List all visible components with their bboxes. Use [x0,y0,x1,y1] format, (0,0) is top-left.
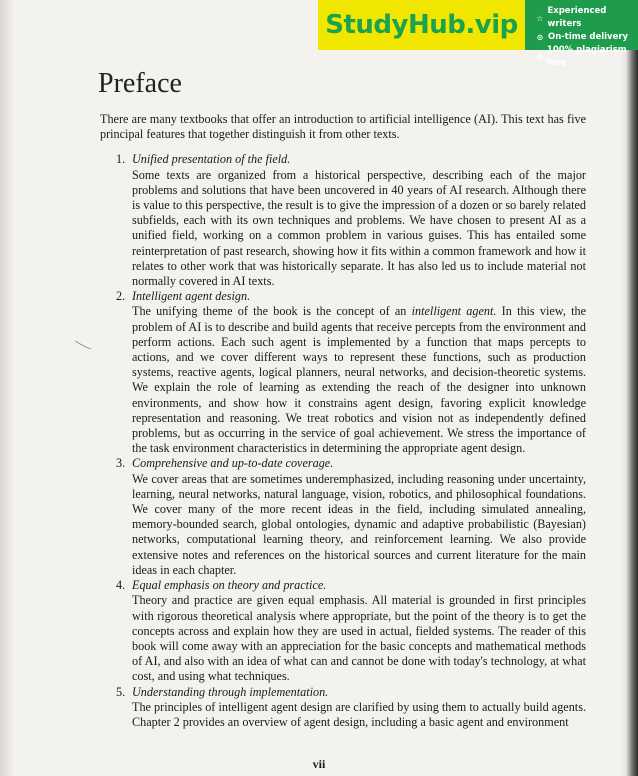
studyhub-logo[interactable]: StudyHub.vip [318,0,525,50]
feature-item [100,578,586,684]
feature-body: We cover areas that are sometimes underemphasized, including reasoning under uncertainty, learning, neural networks, natural language, vision, robotics, and philosophical foundations. We cover many of the more recent ideas in the field, including simulated annealing, memory-bounded search, global ontologies, dynamic and adaptive probabilistic (Bayesian) networks, computational learning theory, and reinforcement learning. We also provide extensive notes and references on the historical sources and current literature for the main ideas in each chapter. [132,471,586,577]
banner-feature-label: On-time delivery [548,32,629,42]
feature-heading: Intelligent agent design. [132,289,251,304]
feature-number: 5. [116,684,126,699]
feature-number: 4. [116,578,126,593]
watermark-banner[interactable] [318,0,638,68]
feature-body: The principles of intelligent agent design are clarified by using them to actually build agents. Chapter 2 provides an overview of agent design, including a basic agent and environment [132,699,586,729]
feature-item [100,152,586,289]
feature-heading: Comprehensive and up-to-date coverage. [132,456,334,471]
feature-number: 2. [116,289,126,304]
feature-list [100,152,586,730]
banner-feature-plagiarism [535,44,638,70]
banner-feature-label: Experienced writers [547,6,607,29]
feature-heading: Unified presentation of the field. [132,152,291,167]
feature-body: Theory and practice are given equal emphasis. All material is grounded in first principles with rigorous theoretical analysis where appropriate, but the point of the theory is to get the concepts across and explain how they are used in actual, fielded systems. The reader of this book will come away with an appreciation for the basic concepts and mathematical methods of AI, and also with an idea of what can and cannot be done with today's technology, at what cost, and using what techniques. [132,593,586,684]
feature-body-emphasis: intelligent agent. [411,304,497,319]
feature-body [132,304,586,456]
badge-icon: ✿ [536,52,543,62]
feature-body: Some texts are organized from a historical perspective, describing each of the major problems and solutions that have been uncovered in 40 years of AI research. Although there is value to this perspective, the result is to give the impression of a dozen or so barely related subfields, each with its own techniques and problems. We have chosen to present AI as a unified field, working on a common problem in various guises. This has entailed some reinterpretation of past research, showing how it fits within a common framework and how it relates to other work that was historically separate. It has also led us to include material not normally covered in AI texts. [132,167,586,289]
intro-paragraph: There are many textbooks that offer an introduction to artificial intelligence (AI). This text has five principal features that together distinguish it from other texts. [100,112,586,142]
page-edge-shadow-left [0,0,14,776]
page-number: vii [312,757,326,771]
feature-heading: Understanding through implementation. [132,684,329,699]
feature-number: 1. [116,152,126,167]
clock-icon: ⊙ [536,33,544,42]
banner-feature-delivery [535,31,638,44]
feature-body-text: The unifying theme of the book is the concept of an [132,304,412,319]
preface-body [100,112,586,730]
feature-item [100,456,586,578]
feature-body-text: In this view, the problem of AI is to describe and build agents that receive percepts from the environment and perform actions. Each such agent is implemented by a function that maps percepts to actions, and we cover different ways to represent these functions, such as production systems, reactive agents, logical planners, neural networks, and decision-theoretic systems. We explain the role of learning as extending the reach of the designer into unknown environments, and show how it constrains agent design, favoring explicit knowledge representation and reasoning. We treat robotics and vision not as independently defined problems, but as occurring in the service of goal achievement. We stress the importance of the task environment characteristics in determining the appropriate agent design. [132,304,586,456]
feature-heading: Equal emphasis on theory and practice. [132,578,327,593]
feature-item [100,685,586,731]
banner-feature-writers [535,5,638,31]
feature-number: 3. [116,456,126,471]
page-edge-shadow-right [620,0,638,776]
banner-feature-label: 100% plagiarism free [546,45,627,68]
page-title: Preface [98,68,182,99]
feature-item [100,289,586,456]
banner-features-list [525,0,638,68]
star-icon: ☆ [536,13,544,23]
margin-pencil-mark [74,339,92,351]
